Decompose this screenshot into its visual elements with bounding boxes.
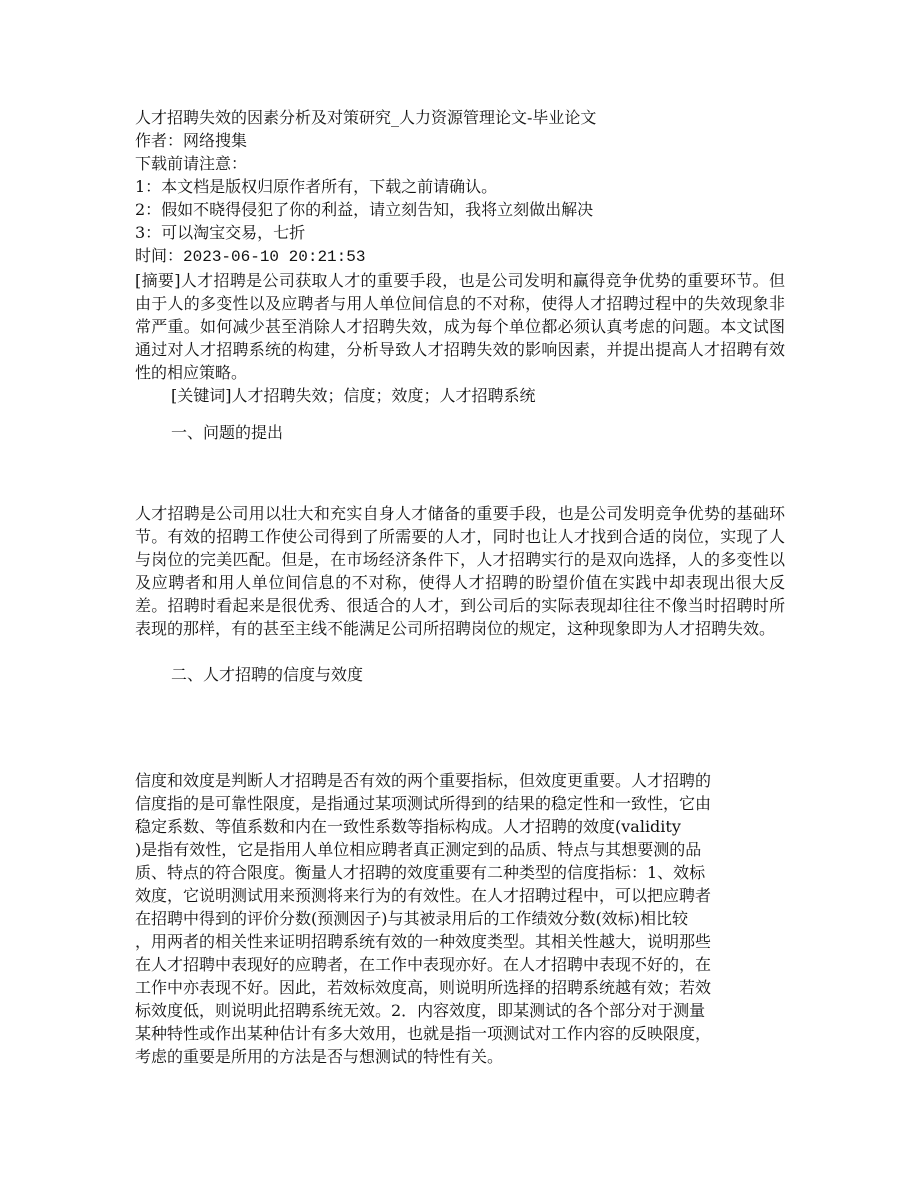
notice-item: 2：假如不晓得侵犯了你的利益，请立刻告知，我将立刻做出解决 [135, 200, 594, 219]
time-label: 时间： [135, 246, 184, 265]
time-line [135, 244, 785, 269]
paragraph-line: 效度，它说明测试用来预测将来行为的有效性。在人才招聘过程中，可以把应聘者 [135, 886, 712, 905]
paragraph-line: 在人才招聘中表现好的应聘者，在工作中表现亦好。在人才招聘中表现不好的，在 [135, 955, 712, 974]
paragraph-line: 质、特点的符合限度。衡量人才招聘的效度重要有二种类型的信度指标：1、效标 [135, 863, 706, 882]
keywords-line: [关键词]人才招聘失效；信度；效度；人才招聘系统 [171, 386, 536, 405]
document-content [135, 106, 785, 1068]
section-heading-2: 二、人才招聘的信度与效度 [171, 665, 364, 684]
section-heading-1: 一、问题的提出 [171, 423, 284, 442]
section-1-paragraph: 人才招聘是公司用以壮大和充实自身人才储备的重要手段，也是公司发明竞争优势的基础环节。有效的招聘工作使公司得到了所需要的人才，同时也让人才找到合适的岗位，实现了人与岗位的完美匹配。但是，在市场经济条件下，人才招聘实行的是双向选择，人的多变性以及应聘者和用人单位间信息的不对称，使得人才招聘的盼望价值在实践中却表现出很大反差。招聘时看起来是很优秀、很适合的人才，到公司后的实际表现却往往不像当时招聘时所表现的那样，有的甚至主线不能满足公司所招聘岗位的规定，这种现象即为人才招聘失效。 [135, 504, 785, 638]
paragraph-line: 稳定系数、等值系数和内在一致性系数等指标构成。人才招聘的效度(validity [135, 817, 681, 836]
notice-item: 3：可以淘宝交易，七折 [135, 223, 306, 242]
paragraph-line: 标效度低，则说明此招聘系统无效。2．内容效度，即某测试的各个部分对于测量 [135, 1001, 706, 1020]
time-value: 2023-06-10 20:21:53 [183, 248, 366, 266]
section-2-paragraph [135, 769, 785, 1068]
notice-heading: 下载前请注意： [135, 154, 248, 173]
paragraph-line: 工作中亦表现不好。因此，若效标效度高，则说明所选择的招聘系统越有效；若效 [135, 978, 712, 997]
paragraph-line: 考虑的重要是所用的方法是否与想测试的特性有关。 [135, 1047, 504, 1066]
author-line: 作者：网络搜集 [135, 131, 248, 150]
paragraph-line: 在招聘中得到的评价分数(预测因子)与其被录用后的工作绩效分数(效标)相比较 [135, 909, 688, 928]
notice-item: 1：本文档是版权归原作者所有，下载之前请确认。 [135, 177, 498, 196]
paragraph-line: ，用两者的相关性来证明招聘系统有效的一种效度类型。其相关性越大，说明那些 [135, 932, 712, 951]
document-title: 人才招聘失效的因素分析及对策研究_人力资源管理论文-毕业论文 [135, 108, 597, 127]
paragraph-line: 某种特性或作出某种估计有多大效用，也就是指一项测试对工作内容的反映限度， [135, 1024, 712, 1043]
paragraph-line: )是指有效性，它是指用人单位相应聘者真正测定到的品质、特点与其想要测的品 [135, 840, 702, 859]
abstract-paragraph: [摘要]人才招聘是公司获取人才的重要手段，也是公司发明和赢得竞争优势的重要环节。但由于人的多变性以及应聘者与用人单位间信息的不对称，使得人才招聘过程中的失效现象非常严重。如何减少甚至消除人才招聘失效，成为每个单位都必须认真考虑的问题。本文试图通过对人才招聘系统的构建，分析导致人才招聘失效的影响因素，并提出提高人才招聘有效性的相应策略。 [135, 271, 785, 382]
paragraph-line: 信度和效度是判断人才招聘是否有效的两个重要指标，但效度更重要。人才招聘的 [135, 771, 712, 790]
paragraph-line: 信度指的是可靠性限度，是指通过某项测试所得到的结果的稳定性和一致性，它由 [135, 794, 712, 813]
